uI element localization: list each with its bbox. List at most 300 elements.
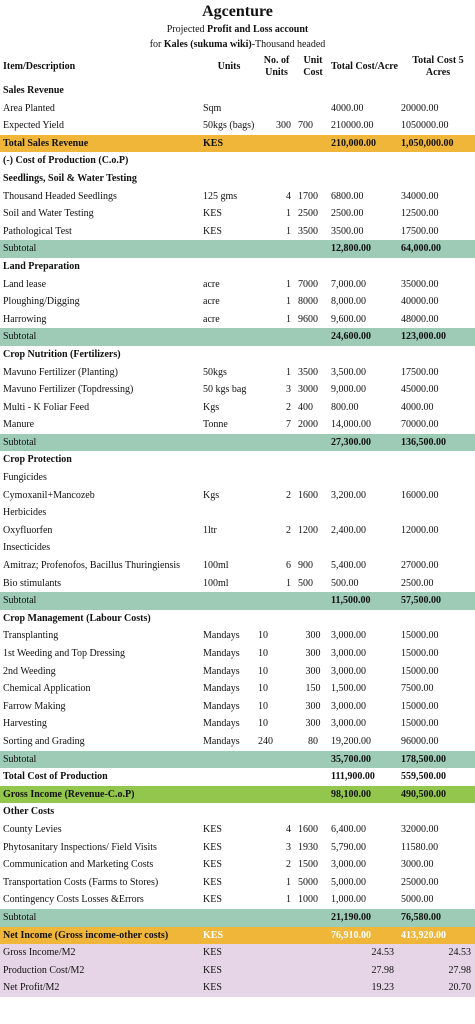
row-label: Pathological Test	[3, 225, 72, 237]
row-unit-cost: 400	[298, 401, 313, 413]
row-total-5acres: 20.70	[398, 979, 475, 997]
row-total-5acres: 45000.00	[401, 384, 439, 396]
crop-prefix: for	[149, 39, 164, 50]
row-total-acre: 800.00	[331, 401, 359, 413]
section-heading-row	[0, 610, 475, 628]
col-total-5acres: Total Cost 5 Acres	[412, 55, 464, 78]
row-label: Bio stimulants	[3, 577, 62, 589]
row-label: Fungicides	[3, 472, 47, 484]
row-unit-cost: 7000	[298, 278, 318, 290]
row-total-5acres: 15000.00	[401, 648, 439, 659]
crop-name: Kales (sukuma wiki)	[163, 39, 252, 50]
table-row	[0, 416, 475, 434]
row-total-acre: 27.98	[328, 962, 398, 980]
row-unit-cost: 5000	[298, 876, 318, 888]
row-units: KES	[200, 135, 255, 153]
row-no-units: 2	[286, 859, 291, 871]
row-label: Manure	[3, 419, 35, 431]
section-heading-row	[0, 451, 475, 469]
row-unit-cost: 1200	[298, 524, 318, 536]
table-row	[0, 469, 475, 487]
row-units: Mandays	[203, 718, 240, 730]
table-row	[0, 645, 475, 663]
row-unit-cost	[295, 135, 328, 153]
row-total-acre: 76,910.00	[328, 927, 398, 945]
row-no-units: 1	[286, 208, 291, 220]
row-units: KES	[203, 876, 222, 888]
row-label: Net Profit/M2	[0, 979, 200, 997]
row-no-units	[255, 240, 295, 258]
table-row	[0, 680, 475, 698]
row-unit-cost: 300	[305, 665, 321, 677]
row-units	[200, 751, 255, 769]
row-units: Kgs	[203, 401, 220, 413]
row-units	[200, 434, 255, 452]
per-m2-row	[0, 979, 475, 997]
row-label: Cymoxanil+Mancozeb	[3, 489, 95, 501]
row-total-5acres: 7500.00	[401, 683, 434, 695]
col-item: Item/Description	[3, 61, 76, 72]
row-label: Herbicides	[3, 507, 47, 519]
row-units: 50kgs	[203, 366, 227, 378]
row-units: Sqm	[203, 102, 222, 114]
row-label: Subtotal	[0, 592, 200, 610]
row-label: Subtotal	[0, 240, 200, 258]
row-no-units: 1	[286, 894, 291, 906]
row-units: Mandays	[203, 683, 240, 695]
section-heading: Crop Nutrition (Fertilizers)	[3, 348, 121, 360]
row-unit-cost: 9600	[298, 313, 318, 325]
row-total-acre: 1,500.00	[331, 683, 366, 695]
row-units: KES	[203, 823, 222, 835]
row-total-5acres: 12500.00	[401, 208, 439, 220]
row-no-units: 10	[258, 648, 268, 659]
row-units: KES	[200, 944, 255, 962]
row-no-units	[255, 751, 295, 769]
profit-loss-table	[0, 52, 475, 997]
row-no-units: 3	[286, 841, 291, 853]
row-unit-cost: 700	[298, 120, 313, 132]
column-header-row	[0, 52, 475, 82]
row-unit-cost	[295, 240, 328, 258]
row-label: Multi - K Foliar Feed	[3, 401, 90, 413]
row-total-acre: 4000.00	[331, 102, 364, 114]
row-no-units: 10	[258, 683, 268, 695]
section-heading: Crop Protection	[3, 454, 72, 466]
row-total-5acres: 70000.00	[401, 419, 439, 431]
row-no-units: 1	[286, 296, 291, 308]
row-label: Soil and Water Testing	[3, 208, 94, 220]
row-units: Mandays	[203, 735, 240, 747]
row-total-5acres: 17500.00	[401, 225, 439, 237]
row-unit-cost	[295, 751, 328, 769]
row-total-acre: 2500.00	[331, 208, 364, 220]
row-total-5acres: 76,580.00	[398, 909, 475, 927]
row-total-5acres: 413,920.00	[398, 927, 475, 945]
table-row	[0, 487, 475, 505]
row-total-acre: 21,190.00	[328, 909, 398, 927]
row-units	[200, 539, 255, 557]
table-row	[0, 663, 475, 681]
row-total-acre: 210000.00	[331, 120, 374, 132]
table-row	[0, 627, 475, 645]
row-label: Mavuno Fertilizer (Planting)	[3, 366, 118, 378]
row-units: 100ml	[203, 577, 229, 589]
row-units	[200, 504, 255, 522]
row-unit-cost: 150	[305, 683, 321, 695]
row-total-5acres: 24.53	[398, 944, 475, 962]
row-total-acre: 3,000.00	[331, 718, 366, 730]
subtotal-row	[0, 751, 475, 769]
row-label: Insecticides	[3, 542, 51, 554]
section-heading: Sales Revenue	[3, 85, 64, 96]
row-total-5acres: 4000.00	[401, 401, 434, 413]
section-heading: Crop Management (Labour Costs)	[3, 612, 151, 624]
row-total-5acres: 15000.00	[401, 665, 439, 677]
row-units	[200, 909, 255, 927]
row-unit-cost	[295, 786, 328, 804]
row-label: Production Cost/M2	[0, 962, 200, 980]
row-units	[200, 768, 255, 786]
subtotal-row	[0, 240, 475, 258]
row-units: KES	[203, 208, 222, 220]
row-total-acre	[328, 539, 398, 557]
row-units: KES	[200, 927, 255, 945]
row-total-acre: 210,000.00	[328, 135, 398, 153]
row-no-units: 1	[286, 876, 291, 888]
row-total-acre: 3,000.00	[331, 648, 366, 659]
row-total-5acres	[398, 539, 475, 557]
table-row	[0, 874, 475, 892]
subtotal-row	[0, 328, 475, 346]
row-total-acre: 12,800.00	[328, 240, 398, 258]
row-units: Mandays	[203, 700, 240, 712]
row-label: Thousand Headed Seedlings	[3, 190, 117, 202]
row-label: Oxyfluorfen	[3, 524, 53, 536]
table-row	[0, 117, 475, 135]
row-no-units	[255, 592, 295, 610]
row-no-units	[255, 328, 295, 346]
row-no-units: 4	[286, 823, 291, 835]
row-label: Amitraz; Profenofos, Bacillus Thuringiensis	[3, 560, 181, 572]
row-units: Mandays	[203, 630, 240, 642]
row-no-units: 4	[286, 190, 291, 202]
row-total-5acres: 15000.00	[401, 718, 439, 730]
row-unit-cost: 300	[305, 700, 321, 712]
row-unit-cost	[295, 328, 328, 346]
row-label: Farrow Making	[3, 700, 66, 712]
row-no-units	[255, 768, 295, 786]
row-label: Gross Income/M2	[0, 944, 200, 962]
row-total-5acres: 15000.00	[401, 700, 439, 712]
row-total-5acres: 16000.00	[401, 489, 439, 501]
row-no-units: 1	[286, 577, 291, 589]
row-label: Ploughing/Digging	[3, 296, 80, 308]
row-units	[200, 328, 255, 346]
row-unit-cost: 1600	[298, 823, 318, 835]
row-total-acre: 9,000.00	[331, 384, 366, 396]
row-total-acre: 27,300.00	[328, 434, 398, 452]
row-total-5acres: 123,000.00	[398, 328, 475, 346]
row-units: 50 kgs bag	[203, 384, 247, 396]
per-m2-row	[0, 944, 475, 962]
row-label: Subtotal	[0, 328, 200, 346]
row-unit-cost: 2500	[298, 208, 318, 220]
table-row	[0, 575, 475, 593]
subtitle-prefix: Projected	[166, 24, 208, 35]
row-label: 1st Weeding and Top Dressing	[3, 648, 126, 659]
row-unit-cost	[295, 434, 328, 452]
row-total-acre: 3,000.00	[331, 630, 366, 642]
document-header	[0, 0, 475, 52]
row-unit-cost	[295, 768, 328, 786]
row-total-acre: 11,500.00	[328, 592, 398, 610]
subtotal-row	[0, 434, 475, 452]
row-no-units: 300	[276, 120, 291, 132]
row-total-5acres: 12000.00	[401, 524, 439, 536]
row-total-5acres: 96000.00	[401, 735, 439, 747]
table-row	[0, 293, 475, 311]
table-row	[0, 223, 475, 241]
row-unit-cost: 80	[308, 735, 318, 747]
row-no-units: 10	[258, 718, 268, 730]
row-units	[200, 469, 255, 487]
row-total-acre: 8,000.00	[331, 296, 366, 308]
table-row	[0, 311, 475, 329]
row-no-units: 7	[286, 419, 291, 431]
section-heading-row	[0, 82, 475, 100]
row-total-5acres: 57,500.00	[398, 592, 475, 610]
row-no-units: 2	[286, 524, 291, 536]
row-unit-cost: 3500	[298, 225, 318, 237]
row-total-5acres: 34000.00	[401, 190, 439, 202]
row-label: Chemical Application	[3, 683, 91, 695]
row-no-units: 6	[286, 560, 291, 572]
table-row	[0, 891, 475, 909]
row-unit-cost: 500	[298, 577, 313, 589]
row-total-5acres	[398, 504, 475, 522]
total-sales-row	[0, 135, 475, 153]
row-no-units	[255, 469, 295, 487]
row-total-acre: 3,000.00	[331, 700, 366, 712]
row-total-5acres: 11580.00	[401, 841, 439, 853]
row-total-acre: 3,500.00	[331, 366, 366, 378]
row-total-acre: 24,600.00	[328, 328, 398, 346]
row-label: Communication and Marketing Costs	[3, 859, 154, 871]
subtotal-row	[0, 592, 475, 610]
section-heading-row	[0, 803, 475, 821]
row-units: Mandays	[203, 665, 240, 677]
row-total-acre: 19,200.00	[331, 735, 371, 747]
table-row	[0, 557, 475, 575]
row-label: County Levies	[3, 823, 62, 835]
row-units: Kgs	[203, 489, 220, 501]
row-total-5acres: 5000.00	[401, 894, 434, 906]
row-label: Area Planted	[3, 102, 55, 114]
row-unit-cost	[295, 944, 328, 962]
row-unit-cost: 1930	[298, 841, 318, 853]
row-label: Mavuno Fertilizer (Topdressing)	[3, 384, 134, 396]
section-heading-row	[0, 170, 475, 188]
row-total-acre: 98,100.00	[328, 786, 398, 804]
row-unit-cost	[295, 539, 328, 557]
row-unit-cost	[295, 909, 328, 927]
row-total-acre: 9,600.00	[331, 313, 366, 325]
subtitle-bold: Profit and Loss account	[207, 24, 309, 35]
row-no-units	[255, 434, 295, 452]
row-total-acre: 19.23	[328, 979, 398, 997]
row-total-5acres: 15000.00	[401, 630, 439, 642]
row-no-units	[255, 944, 295, 962]
section-heading: (-) Cost of Production (C.o.P)	[3, 155, 129, 167]
row-total-5acres: 64,000.00	[398, 240, 475, 258]
col-unit-cost: Unit Cost	[303, 55, 323, 78]
table-row	[0, 733, 475, 751]
row-total-acre: 24.53	[328, 944, 398, 962]
row-no-units: 10	[258, 665, 268, 677]
row-units: KES	[200, 962, 255, 980]
row-total-acre: 500.00	[331, 577, 359, 589]
row-total-5acres: 2500.00	[401, 577, 434, 589]
subtitle-line-1	[0, 22, 475, 37]
row-no-units	[255, 135, 295, 153]
table-row	[0, 504, 475, 522]
row-label: Land lease	[3, 278, 47, 290]
row-units: KES	[200, 979, 255, 997]
row-unit-cost: 2000	[298, 419, 318, 431]
row-label: Contingency Costs Losses &Errors	[3, 894, 144, 906]
row-no-units: 2	[286, 489, 291, 501]
row-total-acre: 5,790.00	[331, 841, 366, 853]
row-no-units: 10	[258, 700, 268, 712]
row-unit-cost: 1700	[298, 190, 318, 202]
row-no-units	[255, 504, 295, 522]
row-unit-cost	[295, 592, 328, 610]
row-total-acre: 14,000.00	[331, 419, 371, 431]
crop-variety: -Thousand headed	[251, 39, 326, 50]
net-income-row	[0, 927, 475, 945]
total-cost-row	[0, 768, 475, 786]
row-total-acre: 3,000.00	[331, 859, 366, 871]
row-units: KES	[203, 841, 222, 853]
row-total-acre: 6,400.00	[331, 823, 366, 835]
row-units: acre	[203, 296, 220, 308]
row-no-units	[255, 909, 295, 927]
row-label: Gross Income (Revenue-C.o.P)	[0, 786, 200, 804]
row-total-acre: 6800.00	[331, 190, 364, 202]
table-row	[0, 522, 475, 540]
table-row	[0, 715, 475, 733]
row-total-acre: 7,000.00	[331, 278, 366, 290]
row-unit-cost	[295, 469, 328, 487]
row-total-5acres: 1,050,000.00	[398, 135, 475, 153]
row-total-acre: 1,000.00	[331, 894, 366, 906]
table-row	[0, 698, 475, 716]
section-heading: Land Preparation	[3, 260, 80, 272]
row-total-5acres: 27000.00	[401, 560, 439, 572]
row-unit-cost: 300	[305, 648, 321, 659]
row-total-acre: 3500.00	[331, 225, 364, 237]
row-unit-cost	[295, 979, 328, 997]
row-total-5acres: 559,500.00	[401, 771, 446, 783]
row-no-units	[255, 100, 295, 118]
row-total-5acres: 136,500.00	[398, 434, 475, 452]
row-total-acre	[328, 469, 398, 487]
row-total-5acres: 32000.00	[401, 823, 439, 835]
section-heading-row	[0, 346, 475, 364]
row-total-5acres: 35000.00	[401, 278, 439, 290]
row-unit-cost: 3000	[298, 384, 318, 396]
row-label: Subtotal	[0, 434, 200, 452]
row-label: Net Income (Gross income-other costs)	[0, 927, 200, 945]
row-total-5acres: 178,500.00	[398, 751, 475, 769]
section-heading: Other Costs	[3, 806, 55, 818]
row-total-5acres: 27.98	[398, 962, 475, 980]
row-units	[200, 240, 255, 258]
table-row	[0, 364, 475, 382]
row-unit-cost: 300	[305, 718, 321, 730]
row-no-units	[255, 927, 295, 945]
row-label: 2nd Weeding	[3, 665, 56, 677]
table-row	[0, 381, 475, 399]
row-total-acre: 5,400.00	[331, 560, 366, 572]
row-units	[200, 786, 255, 804]
row-total-5acres: 1050000.00	[401, 120, 449, 132]
row-units: 50kgs (bags)	[203, 120, 255, 132]
table-row	[0, 856, 475, 874]
row-total-5acres: 20000.00	[401, 102, 439, 114]
table-row	[0, 399, 475, 417]
section-heading-row	[0, 258, 475, 276]
table-row	[0, 100, 475, 118]
row-unit-cost: 1500	[298, 859, 318, 871]
row-total-5acres: 48000.00	[401, 313, 439, 325]
row-total-5acres	[398, 469, 475, 487]
row-label: Total Sales Revenue	[0, 135, 200, 153]
row-label: Expected Yield	[3, 120, 64, 132]
row-unit-cost	[295, 100, 328, 118]
row-label: Transplanting	[3, 630, 59, 642]
row-units: KES	[203, 859, 222, 871]
col-total-acre: Total Cost/Acre	[331, 61, 398, 72]
subtitle-line-2	[0, 37, 475, 52]
row-unit-cost	[295, 927, 328, 945]
section-heading: Seedlings, Soil & Water Testing	[3, 172, 137, 184]
row-label: Subtotal	[0, 909, 200, 927]
row-unit-cost: 1600	[298, 489, 318, 501]
col-no-units: No. of Units	[263, 55, 290, 78]
table-row	[0, 276, 475, 294]
table-row	[0, 188, 475, 206]
row-unit-cost: 900	[298, 560, 313, 572]
row-no-units: 3	[286, 384, 291, 396]
row-units: 100ml	[203, 560, 229, 572]
row-total-5acres: 25000.00	[401, 876, 439, 888]
row-label: Transportation Costs (Farms to Stores)	[3, 876, 159, 888]
row-units: KES	[203, 894, 222, 906]
row-unit-cost: 1000	[298, 894, 318, 906]
row-units: 1ltr	[203, 524, 217, 536]
row-total-5acres: 3000.00	[401, 859, 434, 871]
gross-income-row	[0, 786, 475, 804]
row-units: Mandays	[203, 648, 240, 659]
subtotal-row	[0, 909, 475, 927]
row-no-units: 1	[286, 225, 291, 237]
row-total-acre	[328, 504, 398, 522]
row-unit-cost: 300	[305, 630, 321, 642]
row-total-acre: 35,700.00	[328, 751, 398, 769]
row-unit-cost: 8000	[298, 296, 318, 308]
